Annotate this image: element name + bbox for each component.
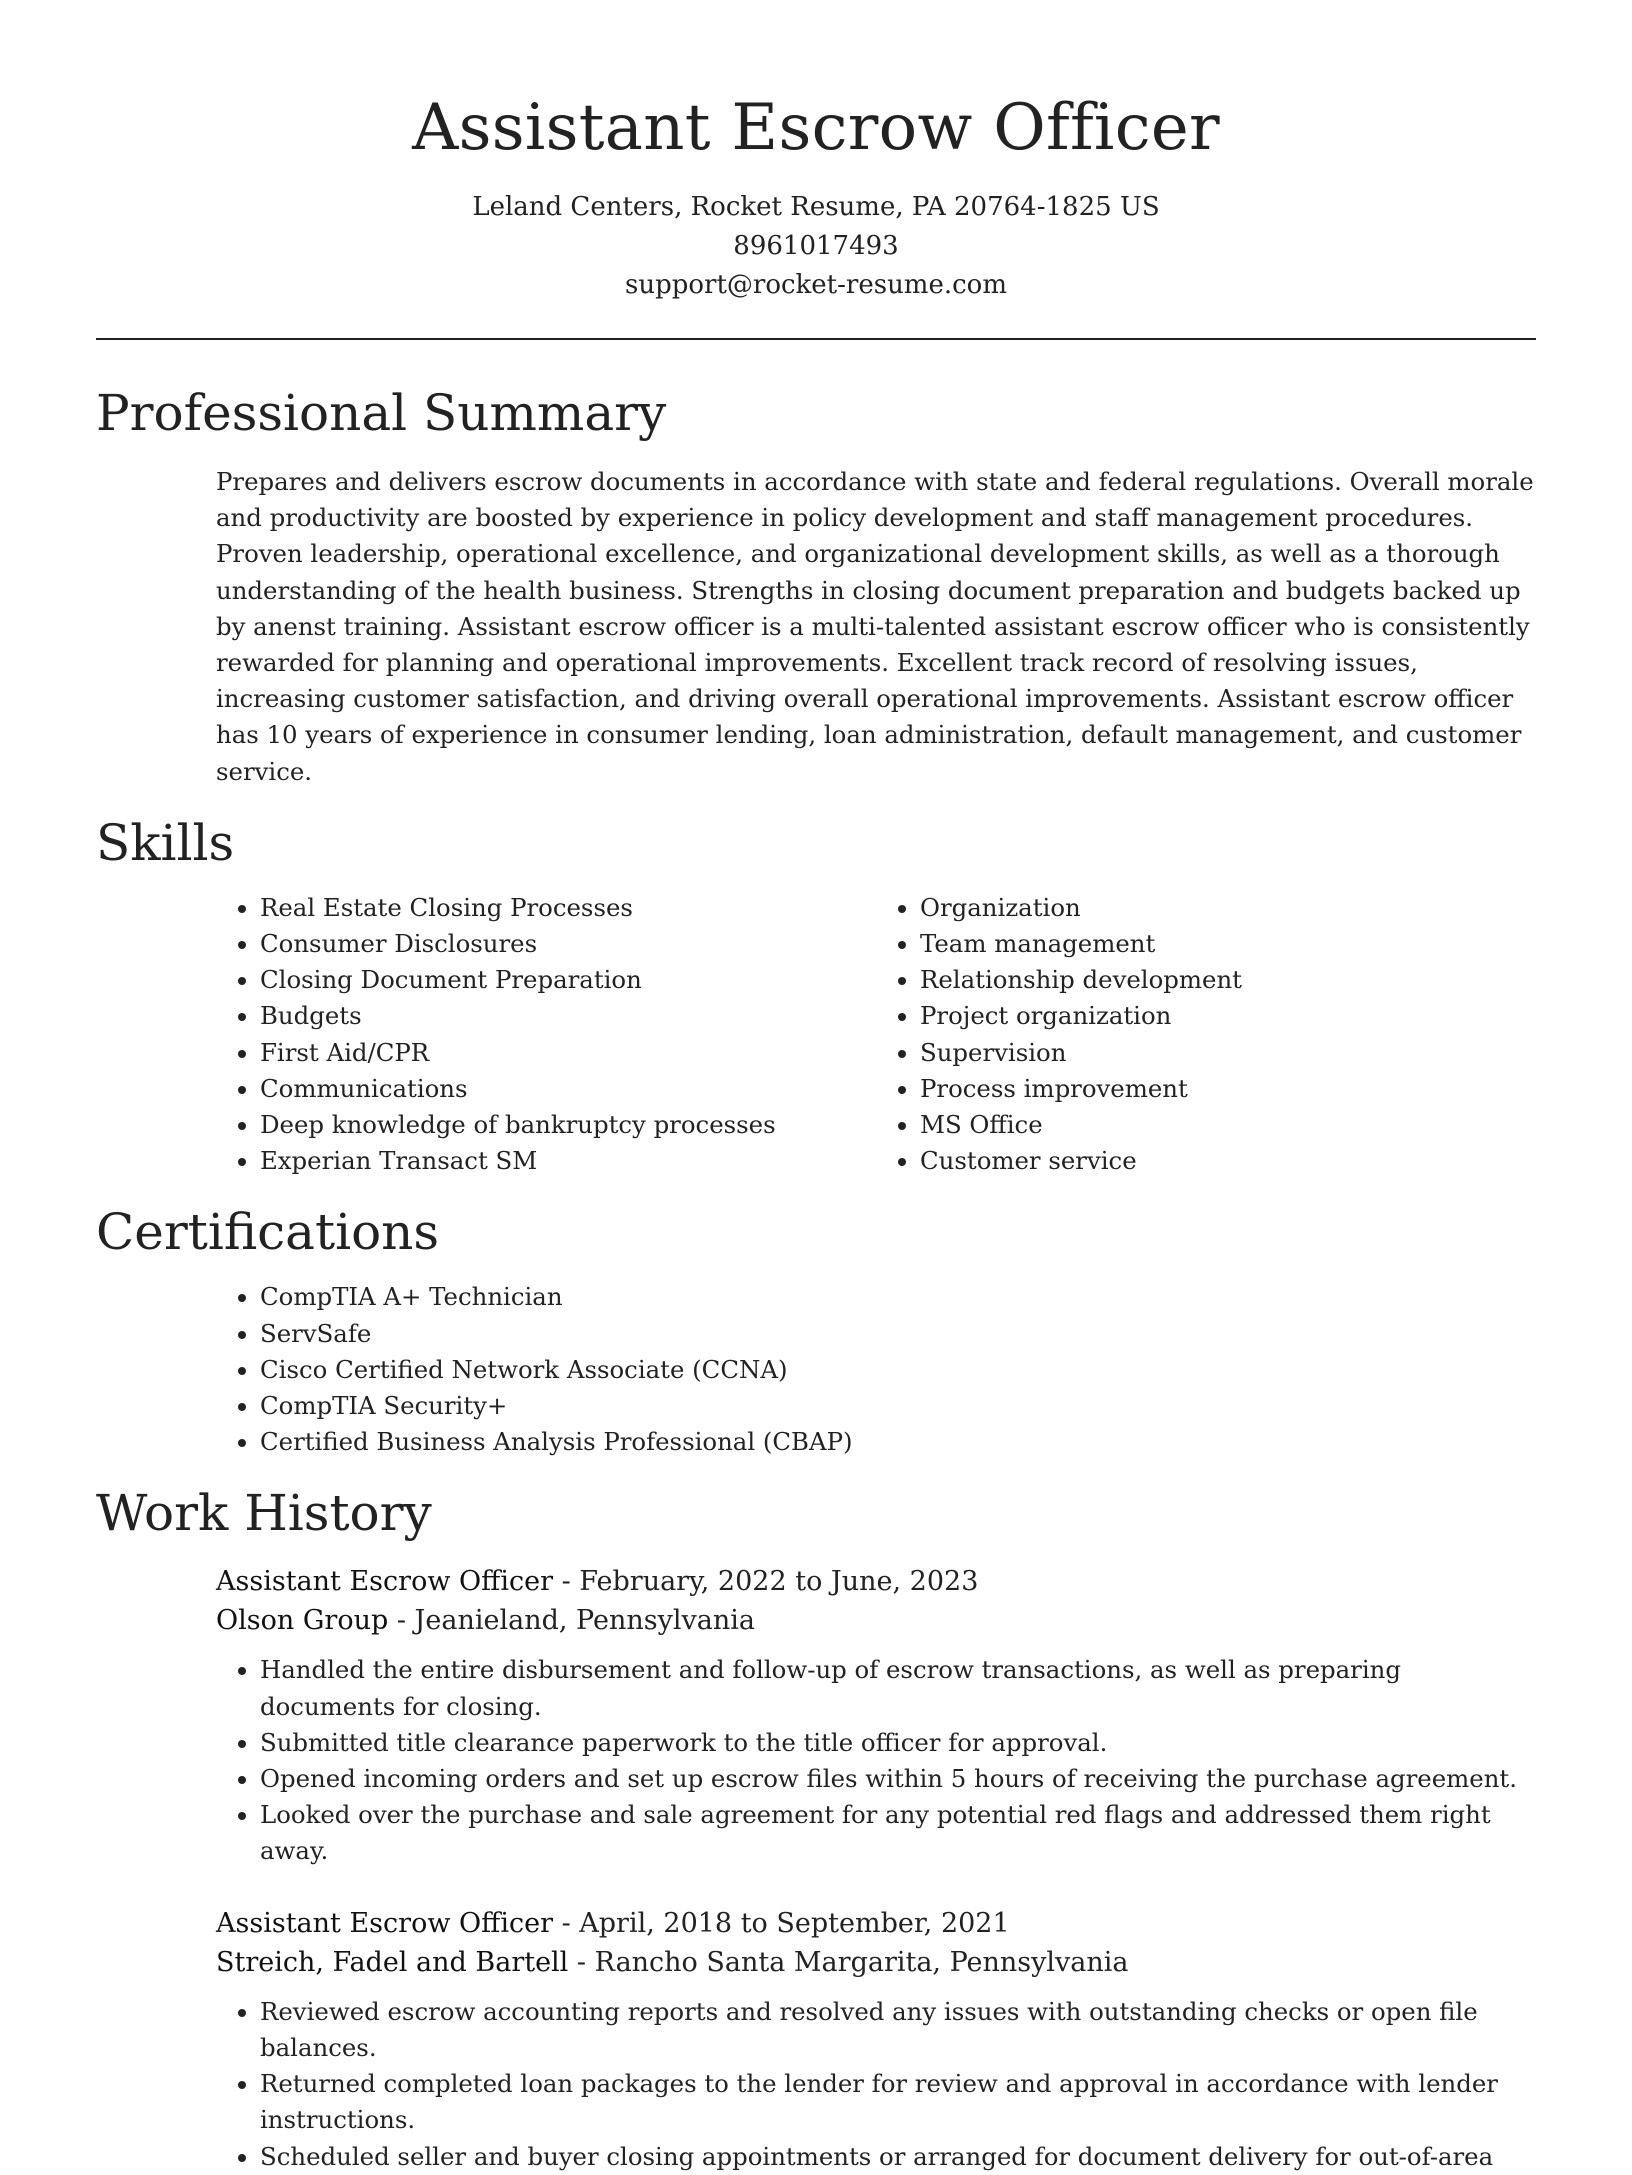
summary-text: Prepares and delivers escrow documents in accordance with state and federal regulations. Overall morale and productivity are boosted by experience in policy development and staff management procedures. Proven leadership, operational excellence, and organizational development skills, as well as a thorough understanding of the health business. Strengths in closing document preparation and budgets backed up by anenst training. Assistant escrow officer is a multi-talented assistant escrow officer who is consistently rewarded for planning and operational improvements. Excellent track record of resolving issues, increasing customer satisfaction, and driving overall operational improvements. Assistant escrow officer has 10 years of experience in consumer lending, loan administration, default management, and customer service. bbox=[216, 467, 1534, 786]
summary-section bbox=[96, 380, 1536, 790]
job-company: Streich, Fadel and Bartell bbox=[216, 1946, 569, 1978]
phone: 8961017493 bbox=[733, 231, 899, 261]
address: Leland Centers, Rocket Resume, PA 20764-1825 US bbox=[472, 192, 1160, 222]
job-company: Olson Group bbox=[216, 1605, 389, 1637]
skills-list-left bbox=[216, 890, 876, 1180]
job-title-line bbox=[216, 1562, 1536, 1601]
job-bullet: • Returned completed loan packages to the lender for review and approval in accordance with lender instructions. bbox=[260, 2066, 1536, 2138]
work-history-body bbox=[216, 1562, 1536, 2174]
certifications-heading: Certifications bbox=[96, 1203, 440, 1262]
job-bullet: • Scheduled seller and buyer closing appointments or arranged for document delivery for out-of-area bbox=[260, 2139, 1536, 2175]
job-title: Assistant Escrow Officer bbox=[216, 1566, 553, 1598]
certification-item: • Cisco Certified Network Associate (CCNA) bbox=[260, 1352, 1536, 1388]
job-title-line bbox=[216, 1904, 1536, 1943]
work-history-section bbox=[96, 1480, 1536, 2174]
certification-item: • CompTIA A+ Technician bbox=[260, 1279, 1536, 1315]
skill-item: • Real Estate Closing Processes bbox=[260, 890, 876, 926]
work-history-heading: Work History bbox=[96, 1484, 432, 1543]
skill-item: • First Aid/CPR bbox=[260, 1035, 876, 1071]
skill-item: • Consumer Disclosures bbox=[260, 926, 876, 962]
skill-item: • Supervision bbox=[920, 1035, 1536, 1071]
contact-block bbox=[96, 188, 1536, 305]
header-divider bbox=[96, 338, 1536, 340]
skill-item: • Process improvement bbox=[920, 1071, 1536, 1107]
skill-item: • Project organization bbox=[920, 998, 1536, 1034]
resume-page bbox=[96, 0, 1536, 2175]
job-company-line bbox=[216, 1601, 1536, 1640]
job-title: Assistant Escrow Officer bbox=[216, 1907, 553, 1939]
certifications-section bbox=[96, 1199, 1536, 1460]
skill-item: • Customer service bbox=[920, 1143, 1536, 1179]
certifications-body bbox=[216, 1279, 1536, 1460]
skill-item: • Experian Transact SM bbox=[260, 1143, 876, 1179]
job-bullet: • Opened incoming orders and set up escrow files within 5 hours of receiving the purchase agreement. bbox=[260, 1761, 1536, 1797]
job-bullet-list bbox=[216, 1652, 1536, 1869]
job-location: - Jeanieland, Pennsylvania bbox=[388, 1605, 755, 1637]
job-bullet: • Submitted title clearance paperwork to the title officer for approval. bbox=[260, 1725, 1536, 1761]
skill-item: • Deep knowledge of bankruptcy processes bbox=[260, 1107, 876, 1143]
skill-item: • Team management bbox=[920, 926, 1536, 962]
job-entry bbox=[216, 1562, 1536, 1869]
skills-columns bbox=[216, 890, 1536, 1180]
skills-section bbox=[96, 810, 1536, 1180]
job-entry bbox=[216, 1904, 1536, 2175]
skill-item: • MS Office bbox=[920, 1107, 1536, 1143]
skill-item: • Relationship development bbox=[920, 962, 1536, 998]
candidate-name: Assistant Escrow Officer bbox=[412, 91, 1220, 165]
skills-list-right bbox=[876, 890, 1536, 1180]
job-company-line bbox=[216, 1943, 1536, 1982]
job-dates: - February, 2022 to June, 2023 bbox=[552, 1566, 979, 1598]
certifications-list bbox=[216, 1279, 1536, 1460]
skill-item: • Budgets bbox=[260, 998, 876, 1034]
skill-item: • Communications bbox=[260, 1071, 876, 1107]
job-bullet-list bbox=[216, 1994, 1536, 2175]
skills-heading: Skills bbox=[96, 813, 235, 872]
skill-item: • Organization bbox=[920, 890, 1536, 926]
certification-item: • CompTIA Security+ bbox=[260, 1388, 1536, 1424]
job-dates: - April, 2018 to September, 2021 bbox=[552, 1907, 1010, 1939]
skill-item: • Closing Document Preparation bbox=[260, 962, 876, 998]
summary-body bbox=[216, 464, 1536, 790]
job-location: - Rancho Santa Margarita, Pennsylvania bbox=[568, 1946, 1129, 1978]
job-bullet: • Handled the entire disbursement and follow-up of escrow transactions, as well as preparing documents for closing. bbox=[260, 1652, 1536, 1724]
certification-item: • Certified Business Analysis Professional (CBAP) bbox=[260, 1424, 1536, 1460]
job-bullet: • Reviewed escrow accounting reports and resolved any issues with outstanding checks or open file balances. bbox=[260, 1994, 1536, 2066]
certification-item: • ServSafe bbox=[260, 1316, 1536, 1352]
job-bullet: • Looked over the purchase and sale agreement for any potential red flags and addressed them right away. bbox=[260, 1797, 1536, 1869]
email: support@rocket-resume.com bbox=[624, 270, 1007, 300]
summary-heading: Professional Summary bbox=[96, 384, 667, 442]
resume-header bbox=[96, 0, 1536, 305]
